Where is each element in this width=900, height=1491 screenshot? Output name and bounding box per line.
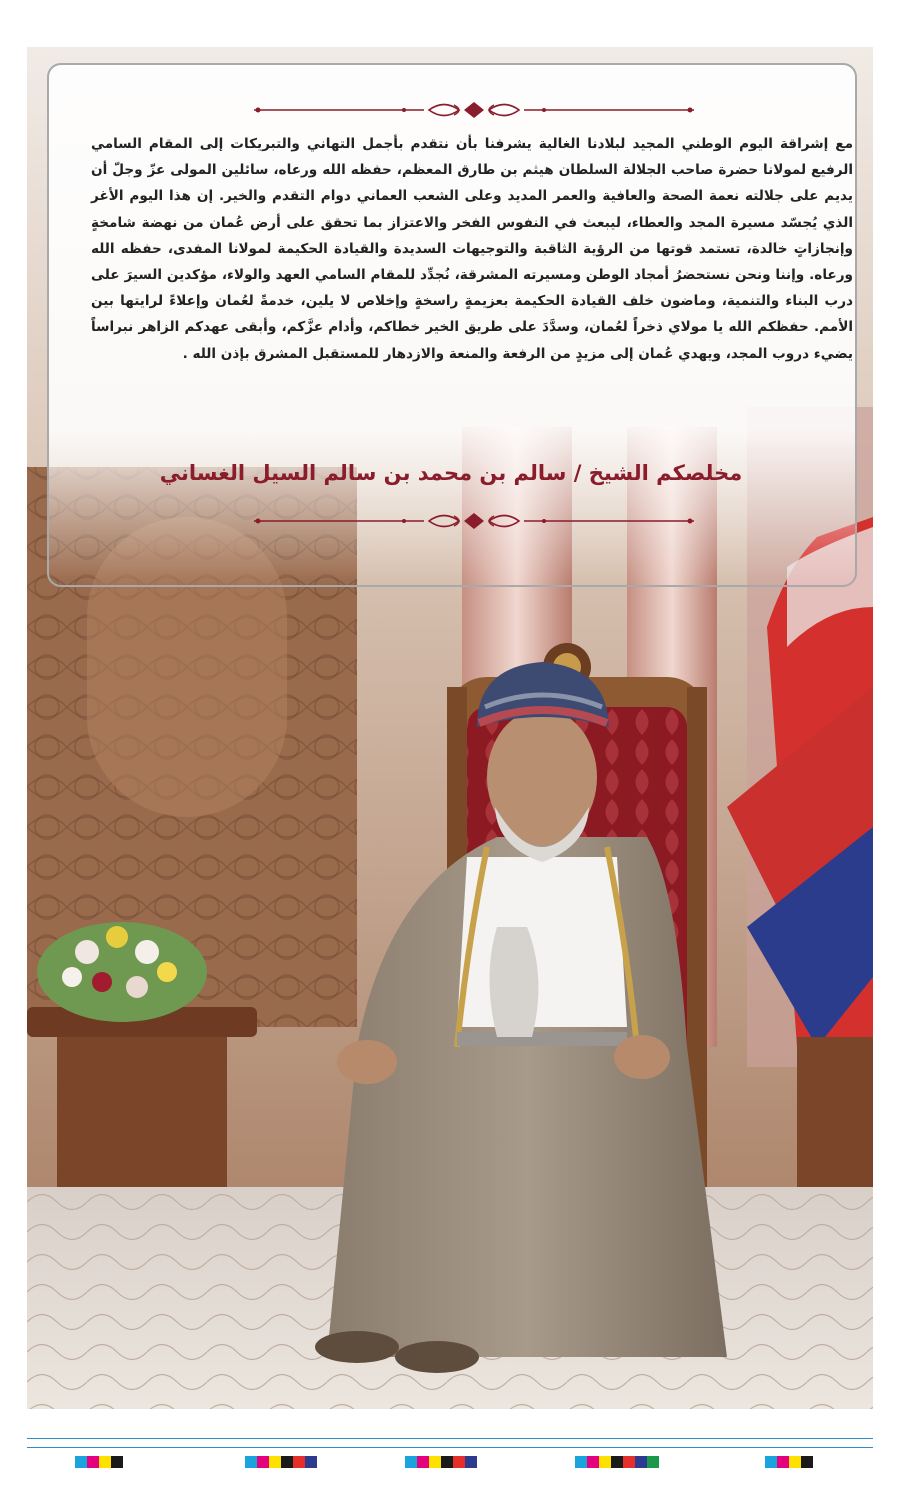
message-card — [47, 63, 857, 587]
color-bar-5 — [765, 1456, 813, 1468]
bottom-ornament — [254, 510, 694, 532]
top-ornament — [254, 99, 694, 121]
print-rule-bottom — [27, 1447, 873, 1448]
color-bar-3 — [405, 1456, 477, 1468]
greeting-message: مع إشراقة اليوم الوطني المجيد لبلادنا الغالية يشرفنا بأن نتقدم بأجمل التهاني والتبريكات إلى المقام السامي الرفيع لمولانا حضرة صاحب الجلالة السلطان هيثم بن طارق المعظم، حفظه الله ورعاه، سائلين المولى عزّ وجلّ أن يديم على جلالته نعمة الصحة والعافية والعمر المديد وعلى الشعب العماني دوام التقدم والخير. إن هذا اليوم الأغر الذي يُجسّد مسيرة المجد والعطاء، ليبعث في النفوس الفخر والاعتزاز بما تحقق على أرض عُمان من نهضة شامخةٍ وإنجازاتٍ خالدة، تستمد قوتها من الرؤية الثاقبة والتوجيهات السديدة والقيادة الحكيمة لمولانا المفدى، حفظه الله ورعاه. وإننا ونحن نستحضرُ أمجاد الوطن ومسيرته المشرقة، نُجدِّد للمقام السامي العهد والولاء، مؤكدين السيرَ على درب البناء والتنمية، وماضون خلف القيادة الحكيمة بعزيمةٍ راسخةٍ وإخلاص لا يلين، خدمةً لعُمان وإعلاءً لرايتها بين الأمم. حفظكم الله يا مولاي ذخراً لعُمان، وسدَّدَ على طريق الخير خطاكم، وأدام عزَّكم، وأبقى عهدكم الزاهر نبراساً يضيء دروب المجد، ويهدي عُمان إلى مزيدٍ من الرفعة والمنعة والازدهار للمستقبل المشرق بإذن الله . — [91, 136, 853, 362]
color-bar-1 — [75, 1456, 123, 1468]
poster — [27, 47, 873, 1409]
color-bar-2 — [245, 1456, 317, 1468]
color-bar-4 — [575, 1456, 659, 1468]
print-rule-top — [27, 1438, 873, 1439]
signature: مخلصكم الشيخ / سالم بن محمد بن سالم السيل الغساني — [159, 461, 743, 485]
